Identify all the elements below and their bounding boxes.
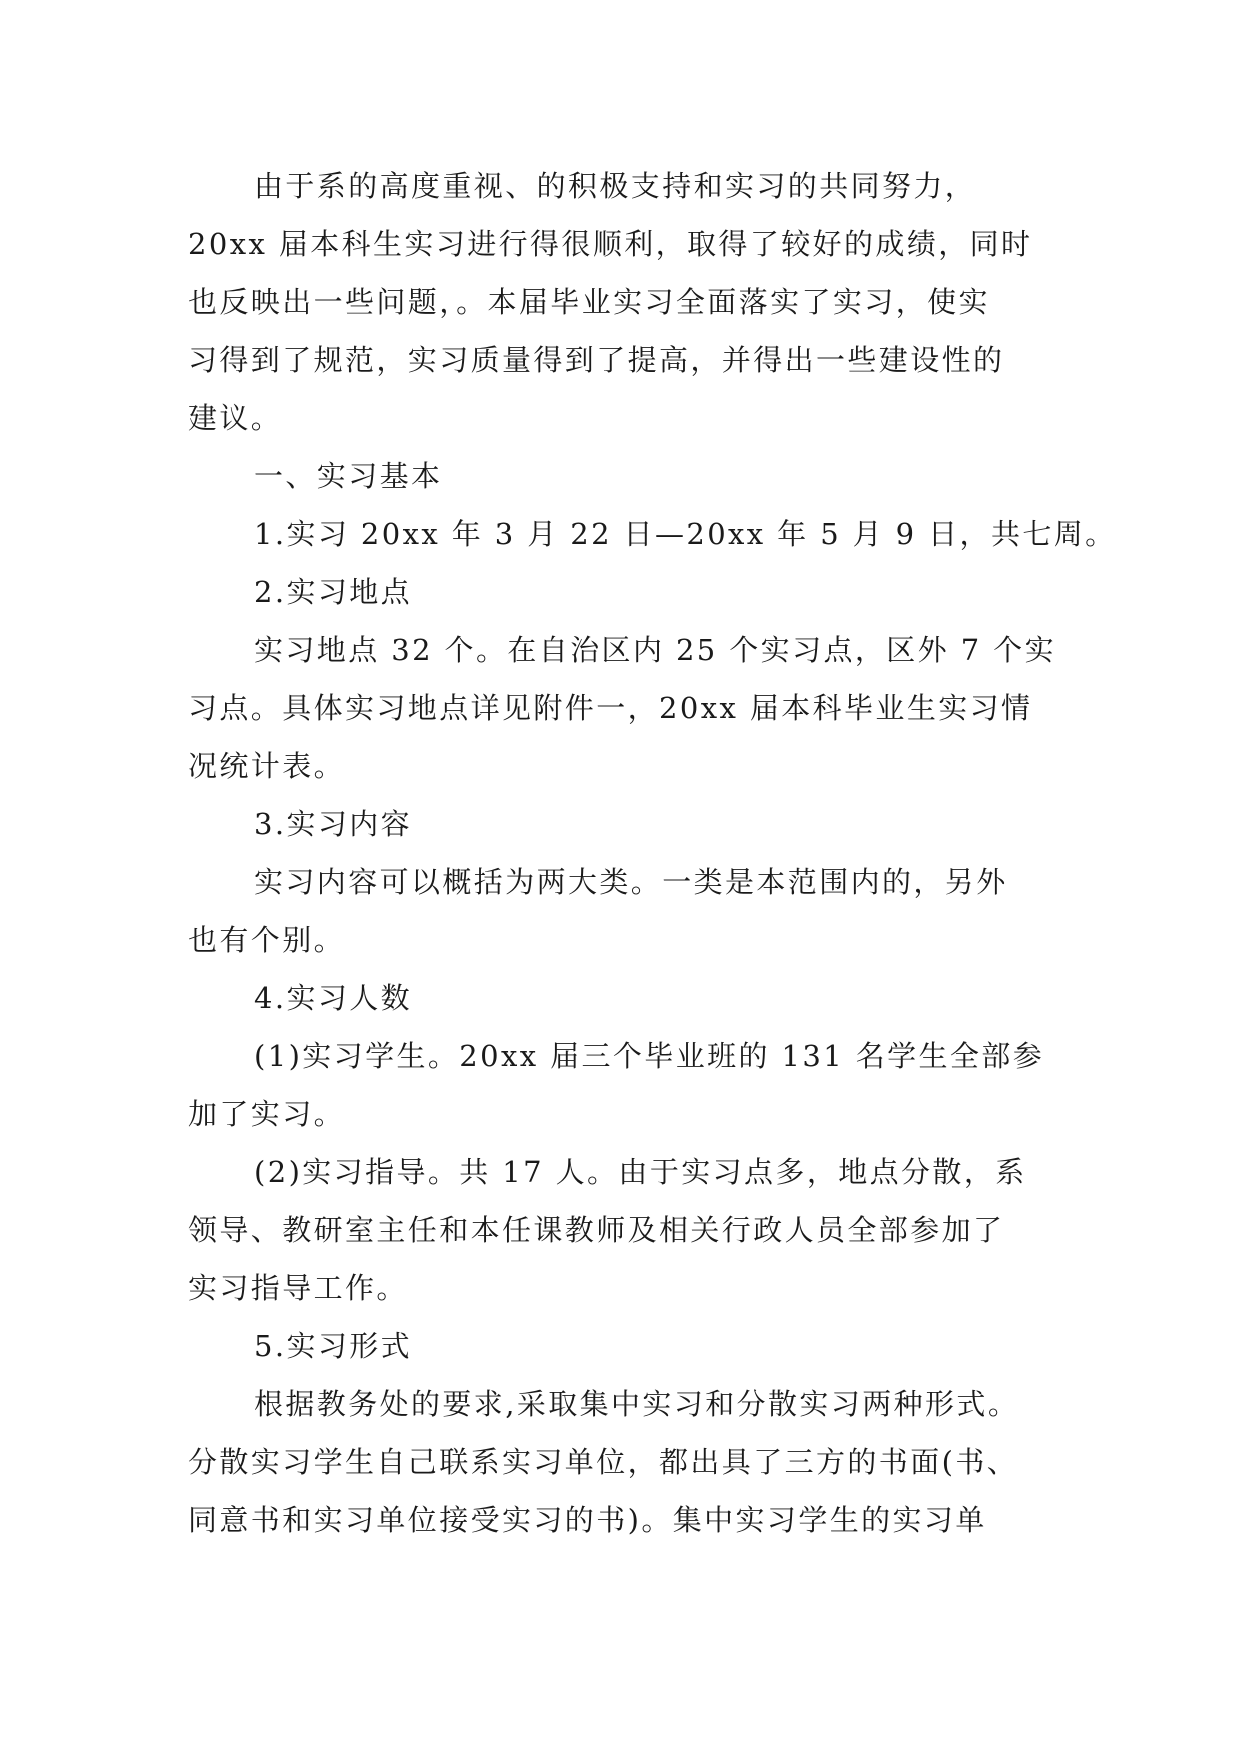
paragraph-intro-line-3: 也反映出一些问题，。本届毕业实习全面落实了实习，使实 [188,285,990,319]
section-heading-basic: 一、实习基本 [254,459,443,493]
item-3-heading: 3.实习内容 [254,807,413,841]
advisors-line-2: 领导、教研室主任和本任课教师及相关行政人员全部参加了 [188,1213,1005,1247]
item-1-duration: 1.实习 20xx 年 3 月 22 日—20xx 年 5 月 9 日，共七周。 [254,517,1117,551]
locations-line-2: 习点。具体实习地点详见附件一，20xx 届本科毕业生实习情 [188,691,1033,725]
advisors-line-1: (2)实习指导。共 17 人。由于实习点多，地点分散，系 [254,1155,1027,1189]
forms-line-2: 分散实习学生自己联系实习单位，都出具了三方的书面(书、 [188,1445,1019,1479]
forms-line-1: 根据教务处的要求,采取集中实习和分散实习两种形式。 [254,1387,1020,1421]
students-line-1: (1)实习学生。20xx 届三个毕业班的 131 名学生全部参 [254,1039,1045,1073]
advisors-line-3: 实习指导工作。 [188,1271,408,1305]
item-4-heading: 4.实习人数 [254,981,413,1015]
students-line-2: 加了实习。 [188,1097,346,1131]
content-line-2: 也有个别。 [188,923,346,957]
paragraph-intro-line-1: 由于系的高度重视、的积极支持和实习的共同努力， [254,169,977,203]
content-line-1: 实习内容可以概括为两大类。一类是本范围内的，另外 [254,865,1008,899]
forms-line-3: 同意书和实习单位接受实习的书)。集中实习学生的实习单 [188,1503,987,1537]
locations-line-1: 实习地点 32 个。在自治区内 25 个实习点，区外 7 个实 [254,633,1056,667]
paragraph-intro-line-5: 建议。 [188,401,283,435]
paragraph-intro-line-2: 20xx 届本科生实习进行得很顺利，取得了较好的成绩，同时 [188,227,1033,261]
item-2-heading: 2.实习地点 [254,575,413,609]
item-5-heading: 5.实习形式 [254,1329,413,1363]
paragraph-intro-line-4: 习得到了规范，实习质量得到了提高，并得出一些建设性的 [188,343,1005,377]
locations-line-3: 况统计表。 [188,749,346,783]
